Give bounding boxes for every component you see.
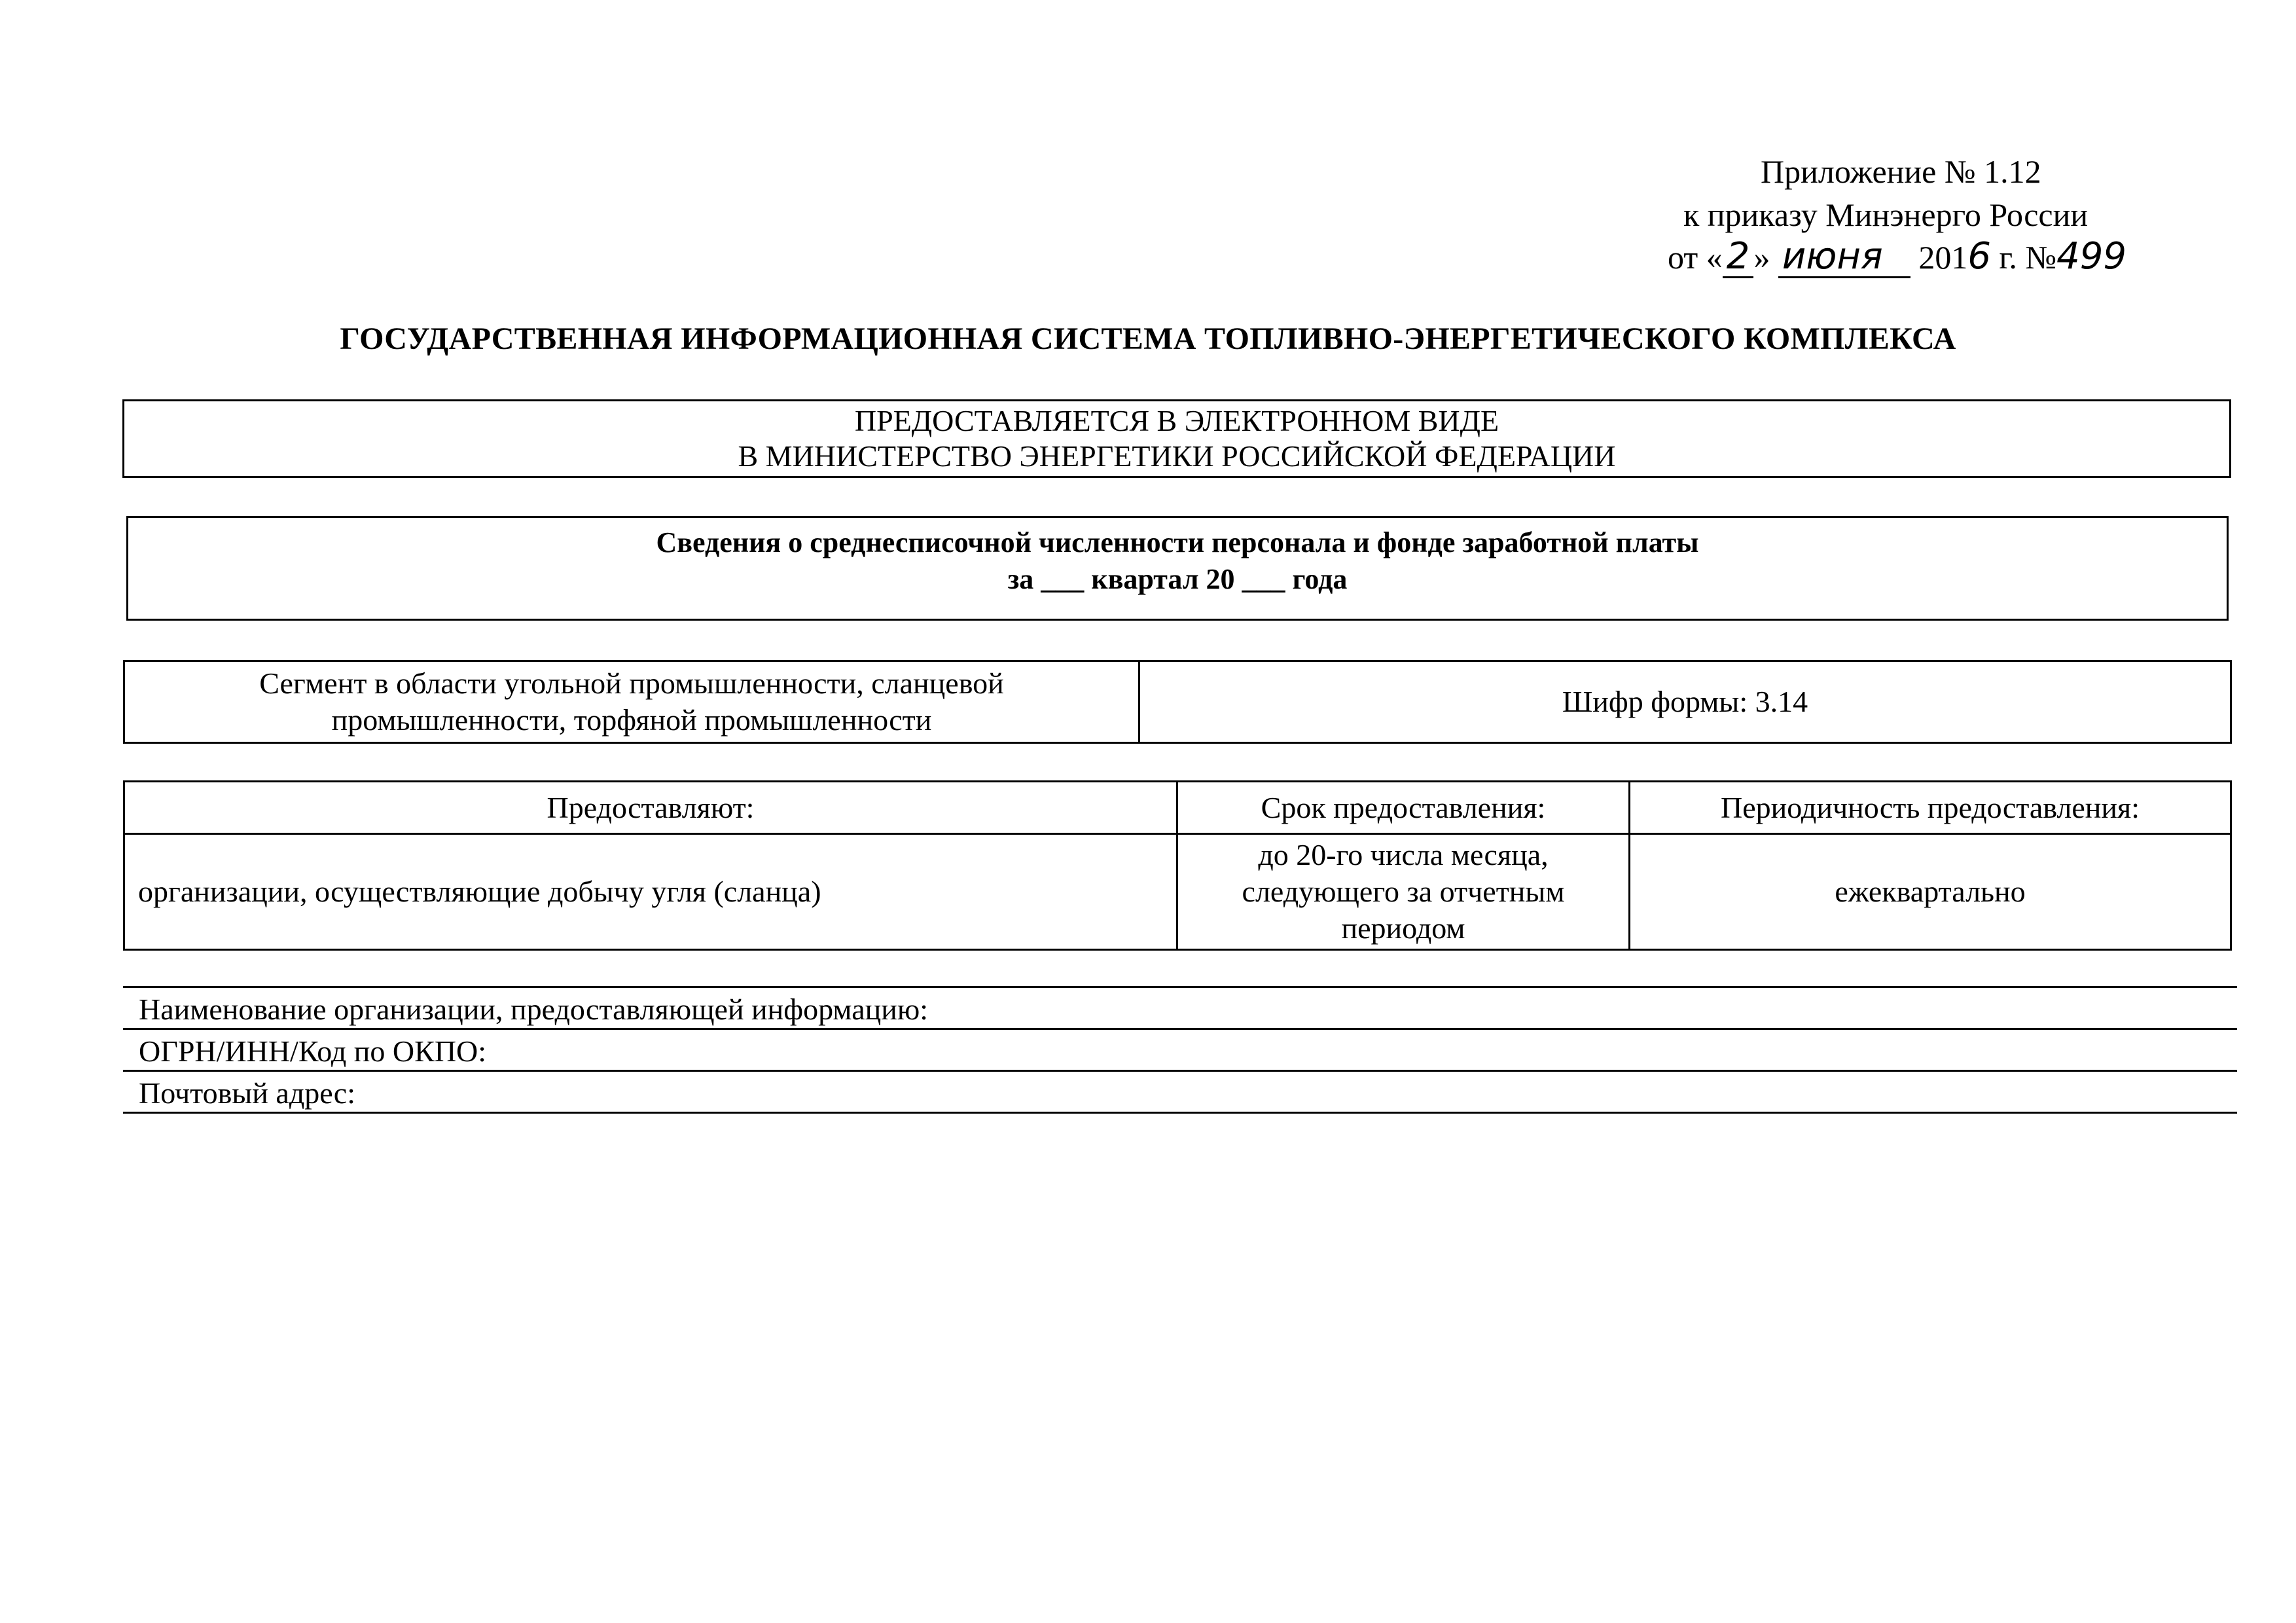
header-frequency: Периодичность предоставления: [1630,782,2231,834]
date-prefix: от « [1668,239,1723,276]
deadline-line-1: до 20-го числа месяца, [1258,838,1549,871]
providers-cell: организации, осуществляющие добычу угля (сланца) [124,834,1177,950]
segment-line-1: Сегмент в области угольной промышленности, сланцевой [259,666,1004,700]
deadline-line-3: периодом [1341,911,1465,945]
form-title-box [126,516,2229,621]
ogrn-inn-okpo-label: ОГРН/ИНН/Код по ОКПО: [139,1034,487,1068]
postal-address-label: Почтовый адрес: [139,1076,355,1110]
form-period-line: за ___ квартал 20 ___ года [1007,563,1348,595]
year-prefix: 201 [1918,239,1968,276]
handwritten-day: 2 [1723,237,1754,278]
segment-cell [124,661,1139,743]
deadline-line-2: следующего за отчетным [1242,875,1565,908]
organization-name-label: Наименование организации, предоставляющей информацию: [139,993,928,1026]
handwritten-order-number: 499 [2056,235,2126,278]
handwritten-year-digit: 6 [1967,235,1991,278]
provider-header-row [124,782,2231,834]
submission-line-1: ПРЕДОСТАВЛЯЕТСЯ В ЭЛЕКТРОННОМ ВИДЕ [854,404,1499,437]
info-rule-top [123,986,2237,988]
form-title-line-1: Сведения о среднесписочной численности персонала и фонде заработной платы [656,526,1699,558]
segment-row [124,661,2231,743]
order-date-line [1668,237,2126,278]
order-reference: к приказу Минэнерго России [1683,196,2089,233]
submission-box [122,399,2231,478]
handwritten-month: июня [1778,237,1910,278]
segment-table [123,660,2232,744]
info-rule-2 [123,1070,2237,1072]
provider-table [123,780,2232,951]
provider-data-row [124,834,2231,950]
order-number-prefix: г. № [1990,239,2057,276]
date-quote-close: » [1753,239,1778,276]
header-providers: Предоставляют: [124,782,1177,834]
system-title: ГОСУДАРСТВЕННАЯ ИНФОРМАЦИОННАЯ СИСТЕМА ТОПЛИВНО-ЭНЕРГЕТИЧЕСКОГО КОМПЛЕКСА [340,321,1956,356]
info-rule-1 [123,1028,2237,1030]
frequency-cell: ежеквартально [1630,834,2231,950]
form-code-cell: Шифр формы: 3.14 [1139,661,2231,743]
deadline-cell [1177,834,1630,950]
header-deadline: Срок предоставления: [1177,782,1630,834]
segment-line-2: промышленности, торфяной промышленности [331,703,932,737]
submission-line-2: В МИНИСТЕРСТВО ЭНЕРГЕТИКИ РОССИЙСКОЙ ФЕДЕРАЦИИ [738,439,1616,473]
appendix-number: Приложение № 1.12 [1761,153,2041,190]
info-rule-bottom [123,1112,2237,1114]
